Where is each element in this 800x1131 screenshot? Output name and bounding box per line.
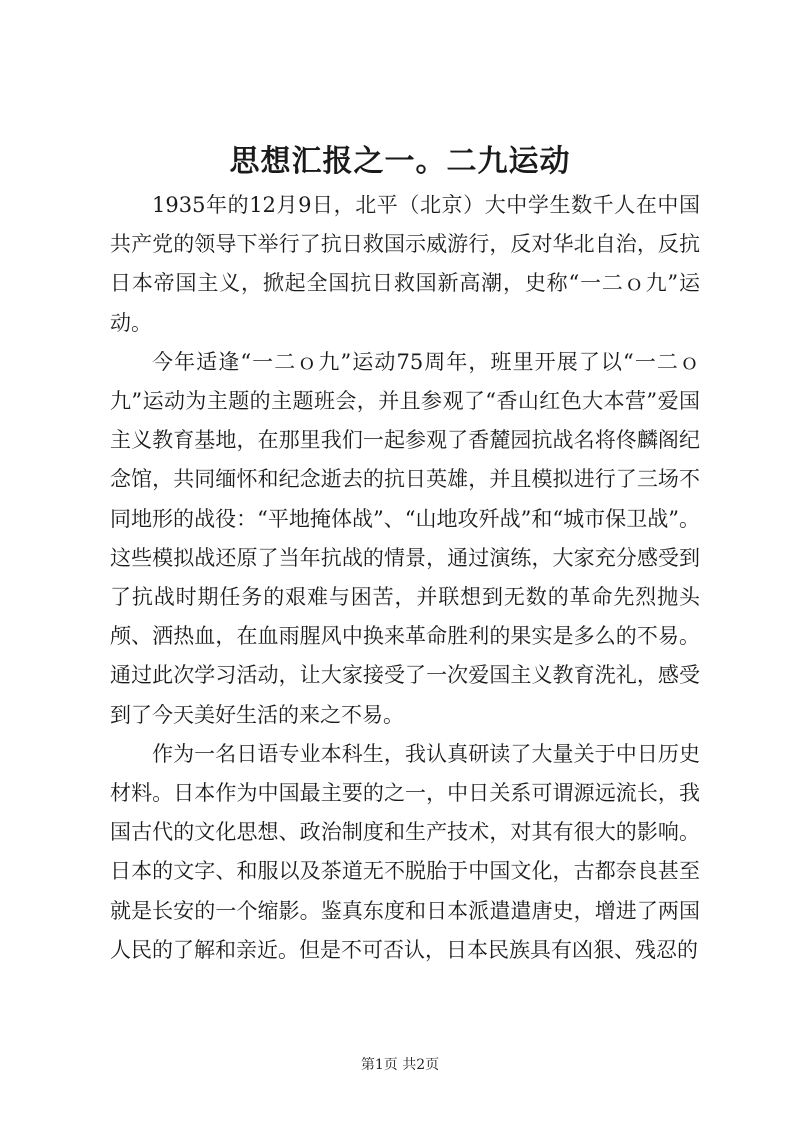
- paragraph-2: 今年适逢“一二ｏ九”运动75周年，班里开展了以“一二ｏ九”运动为主题的主题班会，并且参观了“香山红色大本营”爱国主义教育基地，在那里我们一起参观了香麓园抗战名将佟麟阁纪念馆，共同缅怀和纪念逝去的抗日英雄，并且模拟进行了三场不同地形的战役：“平地掩体战”、“山地攻歼战”和“城市保卫战”。这些模拟战还原了当年抗战的情景，通过演练，大家充分感受到了抗战时期任务的艰难与困苦，并联想到无数的革命先烈抛头颅、洒热血，在血雨腥风中换来革命胜利的果实是多么的不易。通过此次学习活动，让大家接受了一次爱国主义教育洗礼，感受到了今天美好生活的来之不易。: [110, 349, 700, 727]
- page-footer: 第1页 共2页: [360, 1057, 440, 1073]
- document-title: 思想汇报之一。二九运动: [229, 144, 571, 179]
- document-body: [110, 186, 700, 970]
- paragraph-1: 1935年的12月9日，北平（北京）大中学生数千人在中国共产党的领导下举行了抗日救国示威游行，反对华北自治，反抗日本帝国主义，掀起全国抗日救国新高潮，史称“一二ｏ九”运动。: [110, 193, 700, 335]
- paragraph-3: 作为一名日语专业本科生，我认真研读了大量关于中日历史材料。日本作为中国最主要的之一，中日关系可谓源远流长，我国古代的文化思想、政治制度和生产技术，对其有很大的影响。日本的文字、和服以及茶道无不脱胎于中国文化，古都奈良甚至就是长安的一个缩影。鉴真东度和日本派遣遣唐史，增进了两国人民的了解和亲近。但是不可否认，日本民族具有凶狠、残忍的: [110, 741, 700, 962]
